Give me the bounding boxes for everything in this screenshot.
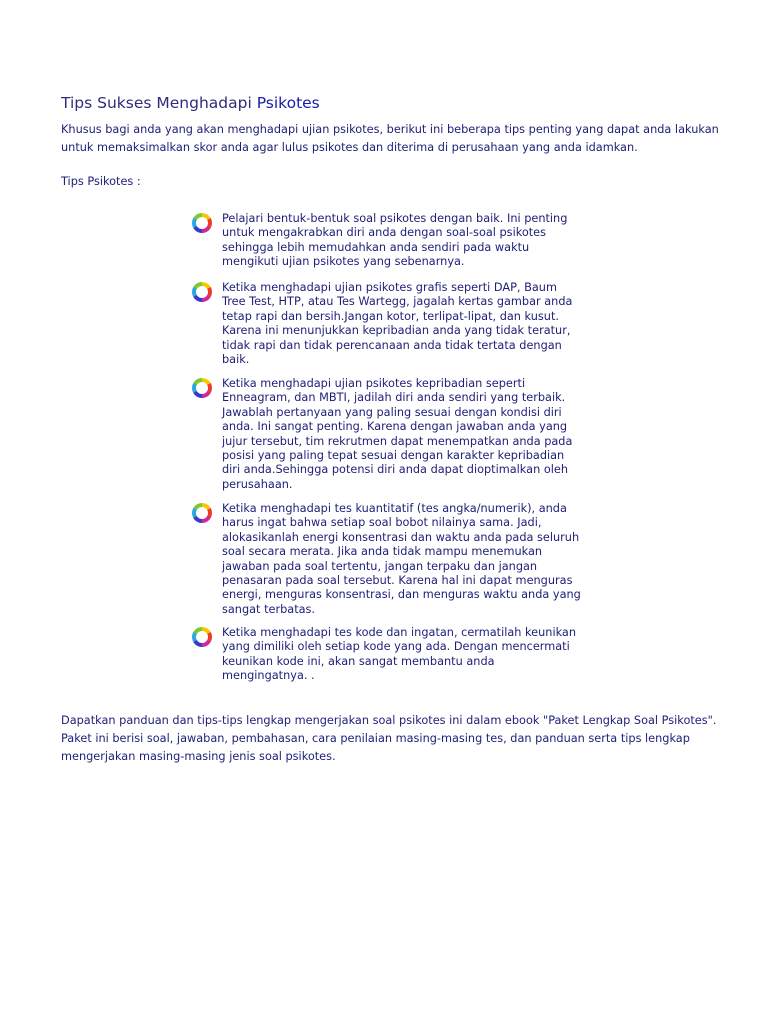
intro-paragraph: Khusus bagi anda yang akan menghadapi ujian psikotes, berikut ini beberapa tips penting yang dapat anda lakukan untuk memaksimalkan skor anda agar lulus psikotes dan diterima di perusahaan yang anda idamkan.: [61, 123, 719, 154]
outro-paragraph: Dapatkan panduan dan tips-tips lengkap mengerjakan soal psikotes ini dalam ebook "Paket Lengkap Soal Psikotes". Paket ini berisi soal, jawaban, pembahasan, cara penilaian masing-masing tes, dan panduan serta tips lengkap mengerjakan masing-masing jenis soal psikotes.: [61, 714, 717, 763]
tip-text: Ketika menghadapi ujian psikotes kepribadian seperti Enneagram, dan MBTI, jadilah diri anda sendiri yang terbaik. Jawablah pertanyaan yang paling sesuai dengan kondisi diri anda. Ini sangat penting. Karena dengan jawaban anda yang jujur tersebut, tim rekrutmen dapat menempatkan anda pada posisi yang paling tepat sesuai dengan karakter kepribadian diri anda.Sehingga potensi diri anda dapat dioptimalkan oleh perusahaan.: [222, 377, 573, 491]
ring-bullet-icon: [192, 378, 212, 398]
ring-bullet-icon: [192, 627, 212, 647]
psikotes-link[interactable]: Psikotes: [256, 94, 320, 112]
tip-text: Ketika menghadapi tes kode dan ingatan, cermatilah keunikan yang dimiliki oleh setiap kode yang ada. Dengan mencermati keunikan kode ini, akan sangat membantu anda mengingatnya. .: [222, 626, 577, 683]
tip-text: Ketika menghadapi ujian psikotes grafis seperti DAP, Baum Tree Test, HTP, atau Tes Wartegg, jagalah kertas gambar anda tetap rapi dan bersih.Jangan kotor, terlipat-lipat, dan kusut. Karena ini menunjukkan kepribadian anda yang tidak teratur, tidak rapi dan tidak perencanaan anda tidak tertata dengan baik.: [222, 281, 573, 367]
title-prefix: Tips Sukses Menghadapi: [61, 94, 257, 112]
tips-heading: Tips Psikotes :: [61, 175, 141, 188]
page-title: [61, 94, 320, 112]
ring-bullet-icon: [192, 213, 212, 233]
tip-text: Ketika menghadapi tes kuantitatif (tes angka/numerik), anda harus ingat bahwa setiap soal bobot nilainya sama. Jadi, alokasikanlah energi konsentrasi dan waktu anda pada seluruh soal secara merata. Jika anda tidak mampu menemukan jawaban pada soal tertentu, jangan terpaku dan jangan penasaran pada soal tersebut. Karena hal ini dapat menguras energi, menguras konsentrasi, dan menguras waktu anda yang sangat terbatas.: [222, 502, 581, 616]
ring-bullet-icon: [192, 503, 212, 523]
ring-bullet-icon: [192, 282, 212, 302]
tip-text: Pelajari bentuk-bentuk soal psikotes dengan baik. Ini penting untuk mengakrabkan diri anda dengan soal-soal psikotes sehingga lebih memudahkan anda sendiri pada waktu mengikuti ujian psikotes yang sebenarnya.: [222, 212, 568, 269]
